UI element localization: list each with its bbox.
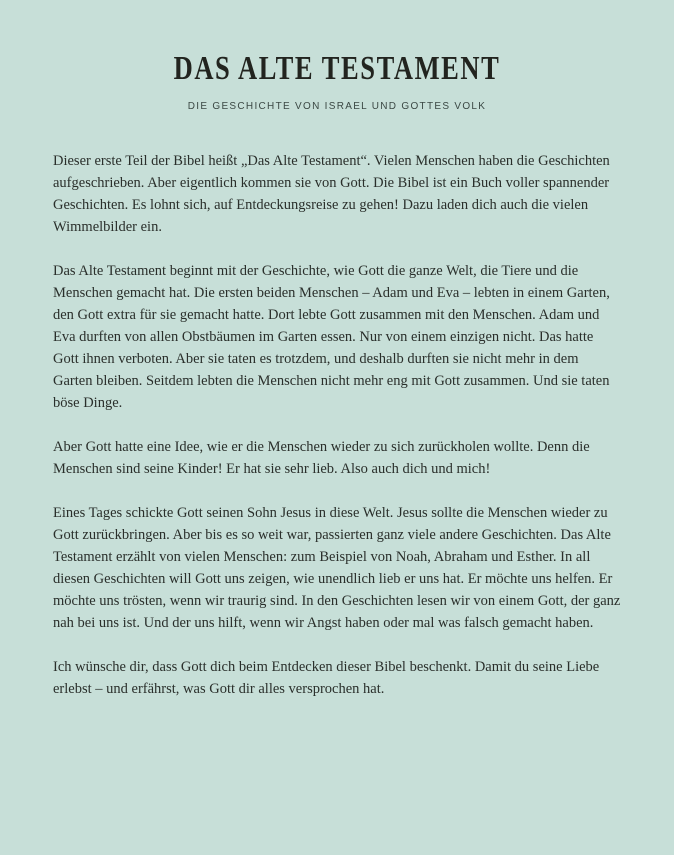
paragraph-creation-story: Das Alte Testament beginnt mit der Geschichte, wie Gott die ganze Welt, die Tiere und die Menschen gemacht hat. Die ersten beiden Menschen – Adam und Eva – lebten in einem Garten, den Gott extra für sie gemacht hatte. Dort lebte Gott zusammen mit den Menschen. Adam und Eva durften von allen Obstbäumen im Garten essen. Nur von einem einzigen nicht. Das hatte Gott ihnen verboten. Aber sie taten es trotzdem, und deshalb durften sie nicht mehr in dem Garten bleiben. Seitdem lebten die Menschen nicht mehr eng mit Gott zusammen. Und sie taten böse Dinge. — [53, 263, 610, 411]
page-title: DAS ALTE TESTAMENT — [173, 50, 501, 87]
page-subtitle: DIE GESCHICHTE VON ISRAEL UND GOTTES VOLK — [187, 101, 487, 112]
page-header — [0, 0, 674, 112]
paragraph-jesus-and-stories: Eines Tages schickte Gott seinen Sohn Jesus in diese Welt. Jesus sollte die Menschen wieder zu Gott zurückbringen. Aber bis es so weit war, passierten ganz viele andere Geschichten. Das Alte Testament erzählt von vielen Menschen: zum Beispiel von Noah, Abraham und Esther. In all diesen Geschichten will Gott uns zeigen, wie unendlich lieb er uns hat. Er möchte uns helfen. Er möchte uns trösten, wenn wir traurig sind. In den Geschichten lesen wir von einem Gott, der ganz nah bei uns ist. Und der uns hilft, wenn wir Angst haben oder mal was falsch gemacht haben. — [53, 505, 621, 631]
paragraph-gods-idea: Aber Gott hatte eine Idee, wie er die Menschen wieder zu sich zurückholen wollte. Denn die Menschen sind seine Kinder! Er hat sie sehr lieb. Also auch dich und mich! — [53, 439, 590, 477]
body-text — [0, 112, 674, 700]
paragraph-closing-wish: Ich wünsche dir, dass Gott dich beim Entdecken dieser Bibel beschenkt. Damit du seine Liebe erlebst – und erfährst, was Gott dir alles versprochen hat. — [53, 659, 600, 697]
paragraph-intro: Dieser erste Teil der Bibel heißt „Das Alte Testament“. Vielen Menschen haben die Geschichten aufgeschrieben. Aber eigentlich kommen sie von Gott. Die Bibel ist ein Buch voller spannender Geschichten. Es lohnt sich, auf Entdeckungsreise zu gehen! Dazu laden dich auch die vielen Wimmelbilder ein. — [53, 153, 610, 235]
